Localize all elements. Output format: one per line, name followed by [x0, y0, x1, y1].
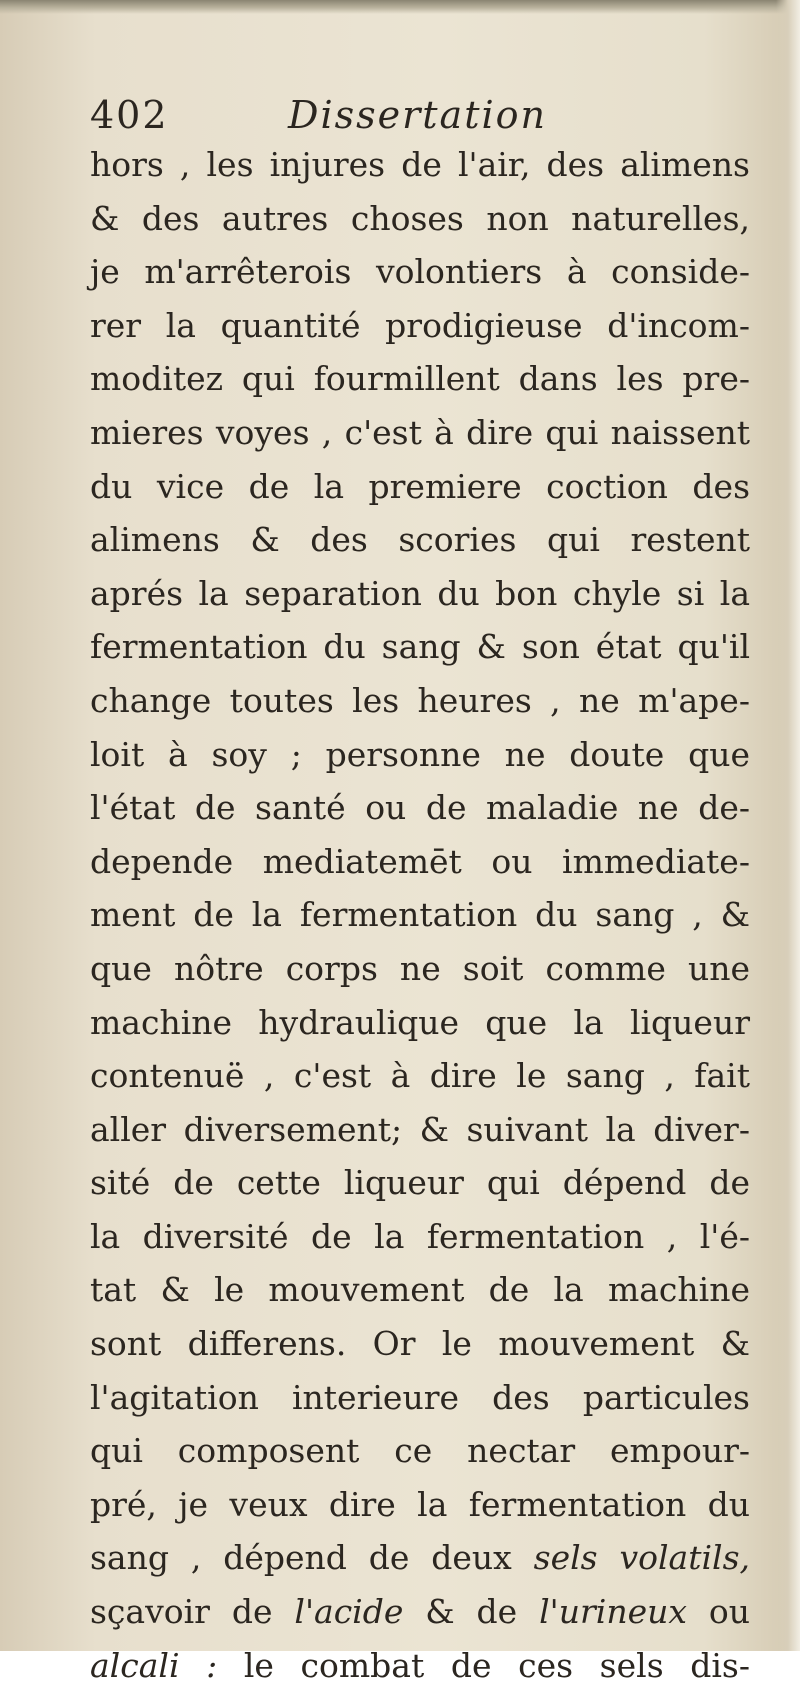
text-run: hors , les injures de l'air, des alimens — [90, 145, 750, 184]
text-line — [90, 138, 750, 192]
text-line — [90, 299, 750, 353]
text-run: je m'arrêterois volontiers à conside- — [90, 252, 750, 292]
text-run: & de — [403, 1592, 540, 1632]
text-line — [90, 728, 750, 782]
text-line — [90, 835, 750, 889]
text-run: pré, je veux dire la fermentation du — [90, 1484, 750, 1524]
text-line — [90, 245, 750, 299]
text-run: qui composent ce nectar empour- — [90, 1431, 750, 1471]
book-page — [90, 92, 750, 1692]
text-run: la diversité de la fermentation , l'é- — [90, 1216, 750, 1256]
text-line — [90, 888, 750, 942]
text-run: que nôtre corps ne soit comme une — [90, 948, 750, 988]
text-run: mieres voyes , c'est à dire qui naissent — [90, 412, 750, 452]
text-run: loit à soy ; personne ne doute que — [90, 734, 750, 774]
text-run: change toutes les heures , ne m'ape- — [90, 680, 750, 720]
text-line — [90, 1639, 750, 1692]
text-run: aprés la separation du bon chyle si la — [90, 573, 750, 613]
text-run: sité de cette liqueur qui dépend de — [90, 1163, 750, 1203]
text-run: rer la quantité prodigieuse d'incom- — [90, 305, 750, 345]
text-run: fermentation du sang & son état qu'il — [90, 627, 750, 667]
text-line — [90, 1210, 750, 1264]
text-line — [90, 513, 750, 567]
text-run: machine hydraulique que la liqueur — [90, 1002, 750, 1042]
text-line — [90, 1049, 750, 1103]
italic-term: l'acide — [294, 1592, 404, 1632]
text-line — [90, 1317, 750, 1371]
italic-term: sels volatils, — [533, 1538, 750, 1578]
text-run: depende mediatemēt ou immediate- — [90, 841, 750, 881]
text-line — [90, 620, 750, 674]
text-line — [90, 942, 750, 996]
text-line — [90, 1371, 750, 1425]
page-top-edge — [0, 0, 800, 14]
page-right-edge — [776, 0, 800, 1651]
text-run: sont differens. Or le mouvement & — [90, 1324, 750, 1364]
text-line — [90, 406, 750, 460]
running-title: Dissertation — [288, 93, 547, 137]
text-run: & des autres choses non naturelles, — [90, 198, 750, 238]
italic-term: l'urineux — [539, 1592, 687, 1632]
text-run: sang , dépend de deux — [90, 1538, 534, 1578]
text-line — [90, 996, 750, 1050]
text-line — [90, 1424, 750, 1478]
text-line — [90, 1585, 750, 1639]
text-run: du vice de la premiere coction des — [90, 466, 750, 506]
text-run: le combat de ces sels dis- — [217, 1645, 750, 1685]
body-text — [90, 138, 750, 1692]
text-line — [90, 1478, 750, 1532]
text-run: aller diversement; & suivant la diver- — [90, 1109, 750, 1149]
text-line — [90, 192, 750, 246]
text-line — [90, 1156, 750, 1210]
text-line — [90, 1531, 750, 1585]
text-run: sçavoir de — [90, 1592, 295, 1632]
text-line — [90, 781, 750, 835]
text-run: moditez qui fourmillent dans les pre- — [90, 359, 750, 399]
text-run: alimens & des scories qui restent — [90, 520, 750, 560]
text-run: l'état de santé ou de maladie ne de- — [90, 788, 750, 828]
text-run: tat & le mouvement de la machine — [90, 1270, 750, 1310]
page-number: 402 — [90, 93, 169, 137]
italic-term: alcali : — [90, 1645, 218, 1685]
text-run: contenuë , c'est à dire le sang , fait — [90, 1056, 750, 1096]
text-line — [90, 567, 750, 621]
text-line — [90, 352, 750, 406]
text-line — [90, 1103, 750, 1157]
running-head — [90, 92, 750, 138]
text-run: ment de la fermentation du sang , & — [90, 895, 750, 935]
text-line — [90, 1263, 750, 1317]
text-line — [90, 460, 750, 514]
text-run: ou — [686, 1592, 750, 1632]
text-line — [90, 674, 750, 728]
text-run: l'agitation interieure des particules — [90, 1377, 750, 1417]
